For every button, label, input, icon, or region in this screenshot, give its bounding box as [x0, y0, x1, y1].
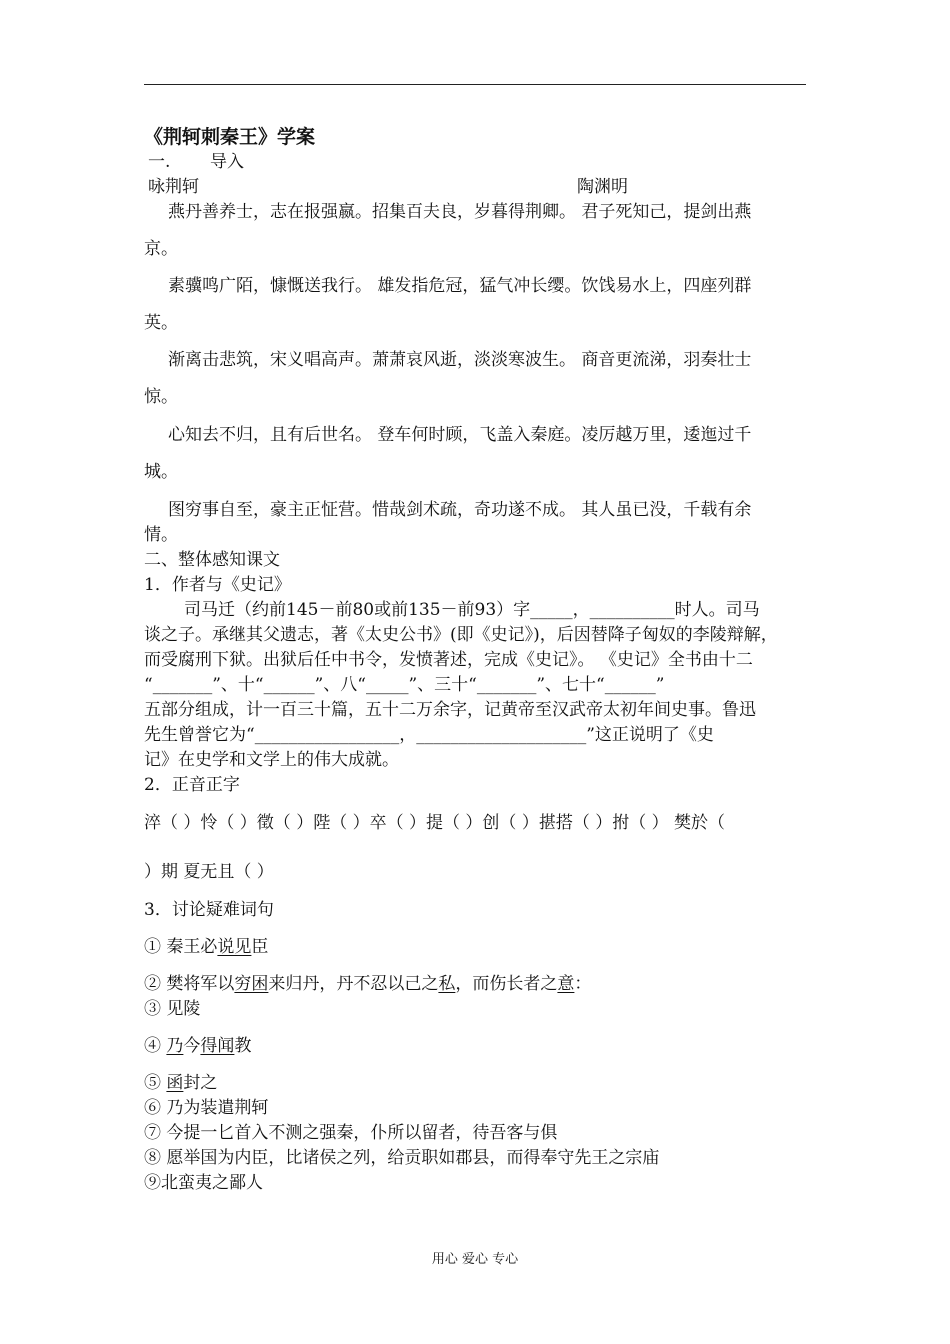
- poem-line: 燕丹善养士，志在报强嬴。招集百夫良，岁暮得荆卿。 君子死知己，提剑出燕: [168, 202, 752, 222]
- item-text: ，而伤长者之: [455, 974, 558, 994]
- author-paragraph-line: 记》在史学和文学上的伟大成就。: [144, 750, 399, 770]
- discussion-item-2: [144, 973, 591, 995]
- section-one-label: 导入: [210, 152, 244, 172]
- poem-line: 渐离击悲筑，宋义唱高声。萧萧哀风逝，淡淡寒波生。 商音更流涕，羽奏壮士: [168, 350, 752, 370]
- poem-line: 城。: [144, 462, 178, 482]
- author-paragraph-line: 而受腐刑下狱。出狱后任中书令，发愤著述，完成《史记》。 《史记》全书由十二: [144, 650, 753, 670]
- poem-author: 陶渊明: [577, 177, 628, 197]
- author-paragraph-line: 五部分组成，计一百三十篇，五十二万余字，记黄帝至汉武帝太初年间史事。鲁迅: [144, 700, 756, 720]
- subsection-discussion: 3．讨论疑难词句: [144, 900, 274, 920]
- underlined-word: 穷困: [234, 974, 269, 994]
- underlined-word: 得闻: [200, 1036, 235, 1056]
- item-text: 封之: [183, 1073, 218, 1093]
- header-rule: [144, 84, 806, 85]
- poem-line: 情。: [144, 525, 178, 545]
- section-one-number: 一.: [148, 152, 171, 172]
- item-text: ④: [144, 1036, 167, 1056]
- section-one-heading: [144, 151, 244, 173]
- discussion-item-6: ⑥ 乃为装遣荆轲: [144, 1098, 269, 1118]
- discussion-item-4: [144, 1035, 251, 1057]
- item-text: 来归丹，丹不忍以己之: [268, 974, 439, 994]
- poem-line: 惊。: [144, 387, 178, 407]
- underlined-word: 说见: [217, 937, 252, 957]
- item-text: ② 樊将军以: [144, 974, 235, 994]
- page-footer: 用心 爱心 专心: [431, 1252, 519, 1267]
- underlined-word: 函: [166, 1073, 184, 1093]
- discussion-item-1: [144, 936, 268, 958]
- discussion-item-7: ⑦ 今提一匕首入不测之强秦，仆所以留者，待吾客与俱: [144, 1123, 558, 1143]
- poem-line: 京。: [144, 239, 178, 259]
- page-title: 《荆轲刺秦王》学案: [144, 126, 316, 148]
- discussion-item-8: ⑧ 愿举国为内臣，比诸侯之列，给贡职如郡县，而得奉守先王之宗庙: [144, 1148, 660, 1168]
- item-text: ⑤: [144, 1073, 167, 1093]
- underlined-word: 私: [438, 974, 456, 994]
- poem-line: 心知去不归，且有后世名。 登车何时顾，飞盖入秦庭。凌厉越万里，逶迤过千: [168, 425, 752, 445]
- underlined-word: 意: [557, 974, 575, 994]
- poem-line: 图穷事自至，豪主正怔营。惜哉剑术疏，奇功遂不成。 其人虽已没，千载有余: [168, 500, 752, 520]
- poem-title: 咏荆轲: [148, 177, 199, 197]
- author-paragraph-line: 司马迁（约前145－前80或前135－前93）字_____，__________时人。司马: [184, 600, 760, 620]
- author-paragraph-line: 谈之子。承继其父遗志，著《太史公书》(即《史记》)，后因替降子匈奴的李陵辩解，: [144, 625, 778, 645]
- item-text: 臣: [251, 937, 269, 957]
- author-paragraph-line: “_______”、十“______”、八“_____”、三十“_______”、七十“______”: [144, 675, 665, 695]
- item-text: ① 秦王必: [144, 937, 218, 957]
- subsection-author: 1．作者与《史记》: [144, 575, 291, 595]
- poem-line: 素骥鸣广陌，慷慨送我行。 雄发指危冠，猛气冲长缨。饮饯易水上，四座列群: [168, 276, 752, 296]
- pronunciation-line: ）期 夏无且（ ）: [144, 862, 274, 882]
- item-text: 教: [234, 1036, 252, 1056]
- poem-line: 英。: [144, 313, 178, 333]
- underlined-word: 乃: [166, 1036, 184, 1056]
- item-text: ：: [574, 974, 592, 994]
- section-two-heading: 二、整体感知课文: [144, 550, 280, 570]
- pronunciation-line: 淬（ ）怜（ ）徵（ ）陛（ ）卒（ ）提（ ）创（ ）揕搭（ ）拊（ ） 樊於（: [144, 813, 726, 833]
- discussion-item-9: ⑨北蛮夷之鄙人: [144, 1173, 263, 1193]
- discussion-item-5: [144, 1072, 217, 1094]
- item-text: 今: [183, 1036, 201, 1056]
- author-paragraph-line: 先生曾誉它为“_________________，____________________”这正说明了《史: [144, 725, 714, 745]
- subsection-pronunciation: 2．正音正字: [144, 775, 240, 795]
- discussion-item-3: ③ 见陵: [144, 999, 201, 1019]
